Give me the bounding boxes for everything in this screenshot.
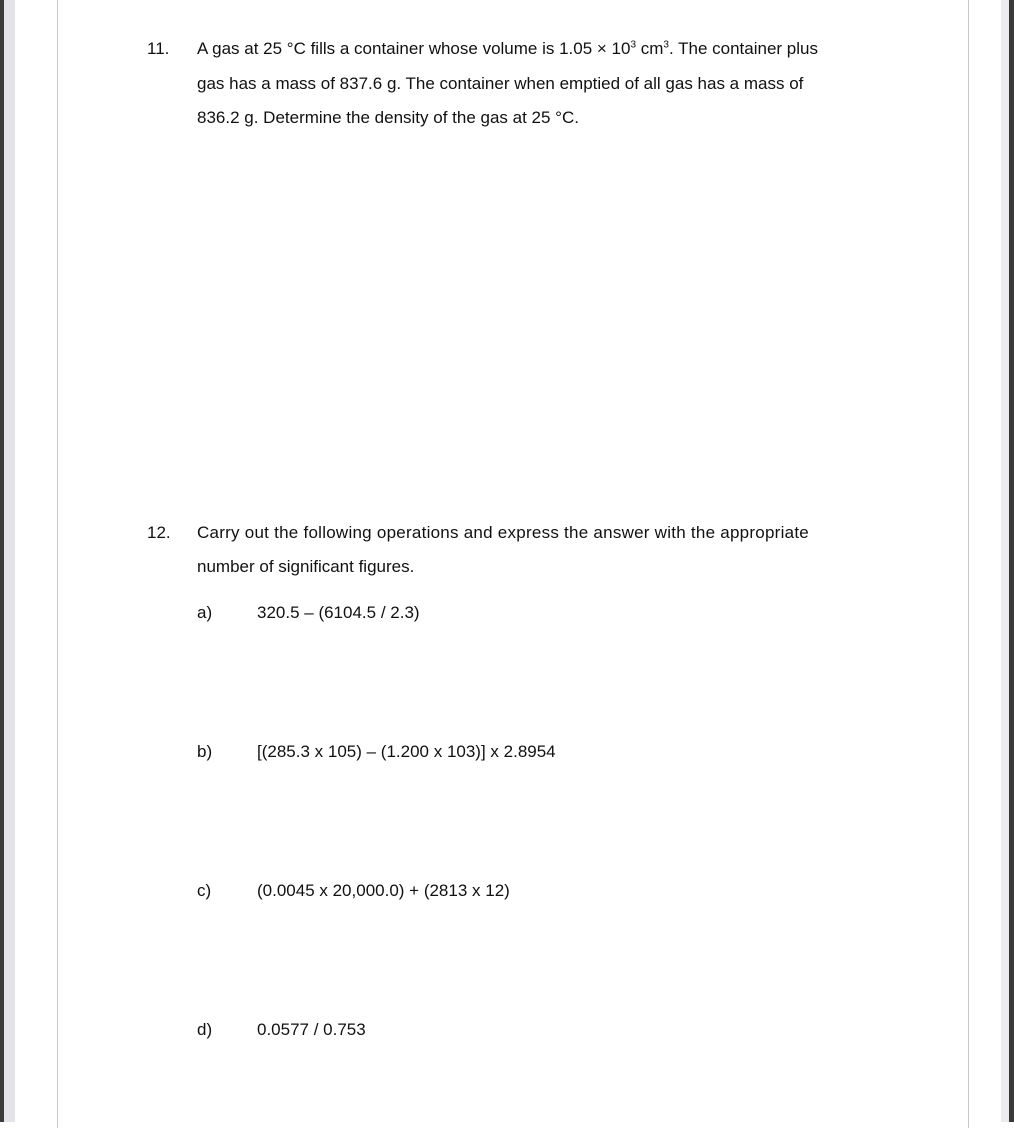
part-d-label: d) <box>197 1020 213 1039</box>
question-12-number: 12. <box>147 523 171 542</box>
part-a-expression: 320.5 – (6104.5 / 2.3) <box>257 603 420 622</box>
question-11-line-3: 836.2 g. Determine the density of the gas at 25 °C. <box>197 108 579 127</box>
question-11-number: 11. <box>147 39 170 58</box>
window-edge-right <box>1009 0 1014 1122</box>
part-b-expression: [(285.3 x 105) – (1.200 x 103)] x 2.8954 <box>257 742 556 761</box>
window-margin-left <box>4 0 15 1122</box>
question-12-line-1: Carry out the following operations and express the answer with the appropriate <box>197 523 810 542</box>
question-11-line-1: A gas at 25 °C fills a container whose volume is $1.05 \times 10^3$ $cm^3$. The container plus <box>197 39 818 58</box>
document-page <box>57 0 969 1128</box>
part-a-label: a) <box>197 603 213 622</box>
part-c-label: c) <box>197 881 212 900</box>
question-11-line-2: gas has a mass of 837.6 g. The container when emptied of all gas has a mass of <box>197 74 804 93</box>
question-12-line-2: number of significant figures. <box>197 557 415 576</box>
part-d-expression: 0.0577 / 0.753 <box>257 1020 366 1039</box>
part-b-label: b) <box>197 742 213 761</box>
part-c-expression: (0.0045 x 20,000.0) + (2813 x 12) <box>257 881 510 900</box>
window-margin-right <box>1001 0 1009 1122</box>
